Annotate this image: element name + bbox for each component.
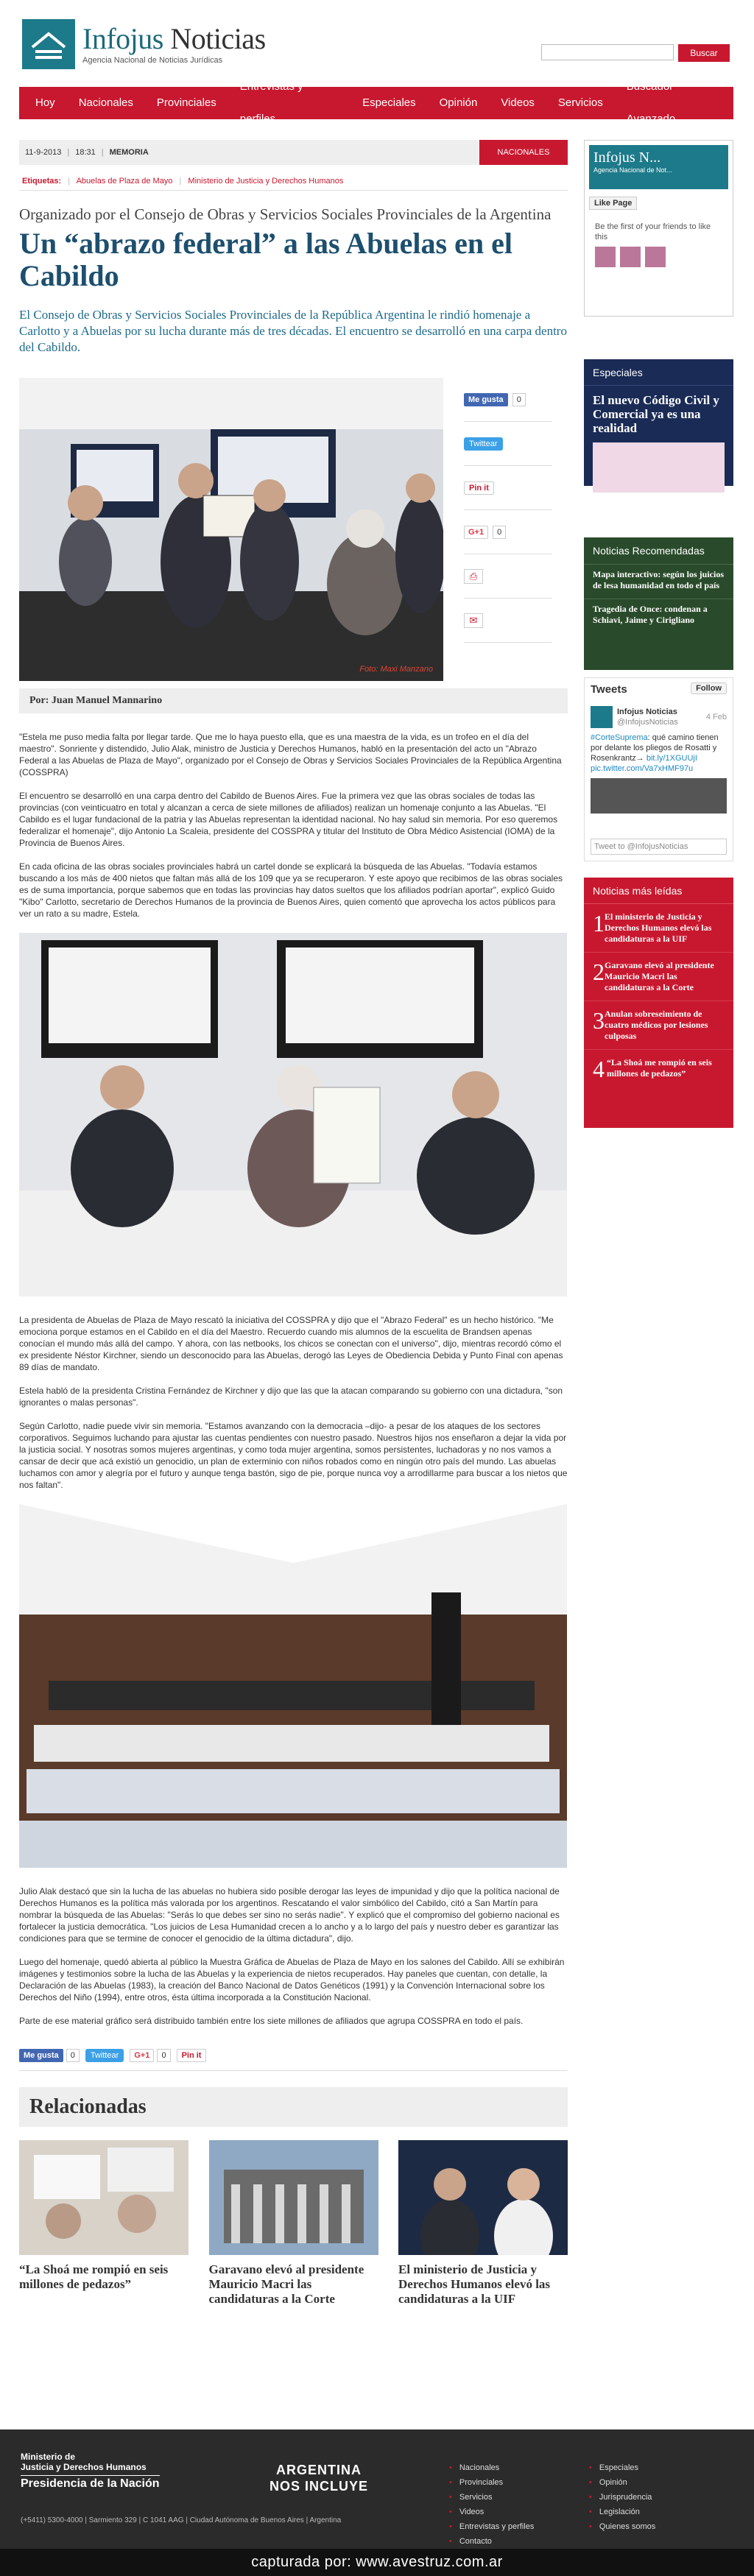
tags-label: Etiquetas:	[22, 177, 62, 186]
site-subtitle: Agencia Nacional de Noticias Jurídicas	[82, 56, 223, 65]
article-lead: El Consejo de Obras y Servicios Sociales Provinciales de la República Argentina le rindió homenaje a Carlotto y a Abuelas por su lucha durante más de tres décadas. El encuentro se desarrolló en una carpa dentro del Cabildo.	[19, 308, 567, 354]
article-byline: Por: Juan Manuel Mannarino	[19, 688, 568, 713]
footer-link[interactable]: • Jurisprudencia	[589, 2490, 655, 2505]
mas-leidas-title: Garavano elevó al presidente Mauricio Macri las candidaturas a la Corte	[605, 960, 714, 992]
search-button[interactable]: Buscar	[678, 44, 730, 62]
related-grid	[19, 2140, 568, 2307]
tweet-date: 4 Feb	[705, 713, 727, 721]
recomendadas-heading: Noticias Recomendadas	[593, 545, 705, 557]
tweet-text: : qué camino tienen por delante los pliegos de Rosatti y Rosenkrantz→	[591, 733, 719, 763]
footer-links-col-a	[449, 2460, 534, 2549]
rank-number: 4	[593, 1056, 605, 1082]
footer-link[interactable]: • Especiales	[589, 2460, 655, 2475]
twitter-user: Infojus Noticias	[617, 707, 677, 716]
google-plus-count: 0	[493, 526, 506, 539]
paragraph: "Estela me puso media falta por llegar tarde. Que me lo haya puesto ella, que es una maestra de la vida, es un trofeo en el día del maestro". Sonriente y distendido, Julio Alak, ministro de Justicia y Derechos Humanos, habló en la presentación del acto un "Abrazo Federal a las Abuelas de Plaza de Mayo", organizado por el Consejo de Obras y Servicios Sociales Provinciales de la República Argentina (COSSPRA)	[19, 732, 562, 777]
tweet	[591, 706, 727, 814]
especiales-box	[584, 359, 733, 486]
google-plus-count-bottom: 0	[157, 2049, 170, 2062]
pinterest-button[interactable]: Pin it	[464, 481, 494, 495]
site-logo[interactable]	[22, 19, 266, 69]
twitter-share-button[interactable]: Twittear	[464, 437, 503, 451]
facebook-text: Be the first of your friends to like this	[595, 222, 711, 241]
facebook-banner[interactable]	[589, 145, 728, 189]
tag-abuelas[interactable]: Abuelas de Plaza de Mayo	[76, 177, 173, 186]
footer-links-col-b	[589, 2460, 655, 2534]
mas-leidas-heading: Noticias más leídas	[584, 878, 733, 904]
article-date: 11-9-2013	[25, 148, 62, 157]
footer-link[interactable]: • Provinciales	[449, 2475, 534, 2490]
recomendadas-box	[584, 537, 733, 670]
mas-leidas-item[interactable]	[584, 953, 733, 1001]
article-column	[19, 140, 568, 2307]
article-body-b	[19, 1314, 568, 1491]
mas-leidas-title: El ministerio de Justicia y Derechos Humanos elevó las candidaturas a la UIF	[605, 911, 712, 944]
google-plus-button[interactable]: G+1	[464, 526, 488, 539]
footer-link[interactable]: • Videos	[449, 2505, 534, 2519]
twitter-avatar	[591, 706, 613, 728]
facebook-page-sub: Agencia Nacional de Not...	[593, 166, 672, 174]
hero-photo	[19, 378, 443, 681]
rank-number: 2	[593, 959, 605, 985]
site-title: Infojus Noticias	[82, 22, 266, 55]
twitter-handle: @InfojusNoticias	[617, 718, 678, 727]
footer-link[interactable]: • Entrevistas y perfiles	[449, 2519, 534, 2534]
article-headline: Un “abrazo federal” a las Abuelas en el Cabildo	[19, 227, 512, 292]
facebook-count: 0	[512, 393, 526, 406]
facebook-faces	[595, 247, 722, 267]
paragraph: Parte de ese material gráfico será distribuido también entre los siete millones de afiliados que agrupa COSSPRA en todo el país.	[19, 2016, 524, 2026]
mas-leidas-title: “La Shoá me rompió en seis millones de pedazos”	[606, 1057, 712, 1079]
email-icon[interactable]: ✉	[464, 613, 483, 628]
footer-argentina-logo: ARGENTINA NOS INCLUYE	[269, 2463, 369, 2494]
related-title: El ministerio de Justicia y Derechos Humanos elevó las candidaturas a la UIF	[398, 2262, 551, 2306]
mas-leidas-title: Anulan sobreseimiento de cuatro médicos por lesiones culposas	[605, 1009, 708, 1041]
related-image	[398, 2140, 568, 2255]
footer-link[interactable]: • Opinión	[589, 2475, 655, 2490]
nav-videos[interactable]: Videos	[501, 96, 535, 109]
related-title: Garavano elevó al presidente Mauricio Macri las candidaturas a la Corte	[208, 2262, 364, 2306]
facebook-like-page-button[interactable]: Like Page	[589, 197, 637, 210]
related-title: “La Shoá me rompió en seis millones de pedazos”	[19, 2262, 169, 2291]
article-photo-press-table	[19, 933, 567, 1296]
share-column	[464, 378, 552, 681]
twitter-widget	[584, 677, 733, 861]
footer-link[interactable]: • Legislación	[589, 2505, 655, 2519]
search-input[interactable]	[541, 44, 674, 60]
recomendada-item[interactable]: Mapa interactivo: según los juicios de lesa humanidad en todo el país	[584, 564, 733, 599]
paragraph: En cada oficina de las obras sociales provinciales habrá un cartel donde se explicará la búsqueda de las Abuelas. "Todavía estamos buscando a los más de 400 nietos que faltan más allá de los 109 que ya se recuperaron. Y este apoyo que recibimos de las obras sociales es de suma importancia, porque sabemos que en todas las provincias hay datos sueltos que los afiliados podrían aportar", explicó Guido "Kibo" Carlotto, secretario de Derechos Humanos de la provincia de Buenos Aires, quien comentó que aprovecha los actos públicos para ver un rato a su madre, Estela.	[19, 861, 563, 919]
nav-buscador-avanzado[interactable]: Buscador Avanzado	[626, 80, 676, 125]
mas-leidas-item[interactable]	[584, 1050, 733, 1088]
tag-ministerio[interactable]: Ministerio de Justicia y Derechos Humanos	[188, 177, 344, 186]
related-card[interactable]	[19, 2140, 188, 2307]
print-icon[interactable]: ⎙	[464, 569, 483, 584]
paragraph: El encuentro se desarrolló en una carpa dentro del Cabildo de Buenos Aires. Fue la primera vez que las obras sociales de todas las provincias (con veinticuatro en total y alcanzan a cerca de siete millones de afiliados) realizan un homenaje conjunto a las Abuelas. "El Cabildo es el lugar fundacional de la patria y las Abuelas representan la identidad nacional. No hay salud sin memoria. Por eso queremos federalizar el homenaje", dijo Antonio La Scaleia, presidente del COSSPRA y titular del Instituto de Obra Médico Asistencial (IOMA) de la Provincia de Buenos Aires.	[19, 791, 558, 848]
related-heading: Relacionadas	[19, 2087, 568, 2127]
article-section: MEMORIA	[109, 148, 149, 157]
related-card[interactable]	[209, 2140, 378, 2307]
article-kicker: Organizado por el Consejo de Obras y Servicios Sociales Provinciales de la Argentina	[19, 205, 552, 223]
article-time: 18:31	[75, 148, 96, 157]
main-nav	[19, 80, 733, 125]
nav-opinion[interactable]: Opinión	[439, 96, 478, 109]
related-card[interactable]	[398, 2140, 568, 2307]
capture-watermark: capturada por: www.avestruz.com.ar	[0, 2549, 754, 2576]
footer-address: (+5411) 5300-4000 | Sarmiento 329 | C 1041 AAG | Ciudad Autónoma de Buenos Aires | Argentina	[21, 2516, 342, 2524]
article-body-a	[19, 731, 568, 920]
facebook-page-title: Infojus N...	[593, 149, 661, 166]
avatar	[645, 247, 666, 267]
photo-credit: Foto: Maxi Manzano	[359, 665, 433, 674]
related-image	[19, 2140, 188, 2255]
footer-link[interactable]: • Contacto	[449, 2534, 534, 2549]
paragraph: Según Carlotto, nadie puede vivir sin memoria. "Estamos avanzando con la democracia –dijo- a pesar de los ataques de los sectores corporativos. Seguimos luchando para ajustar las cuentas pendientes con nuestro pasado. Nuestros hijos nos enseñaron a dejar la vida por la justicia social. Y nosotras somos mujeres argentinas, y como toda mujer argentina, somos persistentes, luchadoras y no nos vamos a cansar de decir que acá existió un genocidio, un plan de exterminio con niños robados como en ningún otro país del mundo. Las abuelas luchamos con amor y alegría por el futuro y aunque tenga bastón, sigo de pie, porque nunca voy a arrodillarme para buscar a los nietos que nos faltan".	[19, 1421, 568, 1490]
related-image	[209, 2140, 378, 2255]
footer-link[interactable]: • Nacionales	[449, 2460, 534, 2475]
paragraph: La presidenta de Abuelas de Plaza de Mayo rescató la iniciativa del COSSPRA y dijo que el "Abrazo Federal" es un hecho histórico. "Me emociona porque estamos en el Cabildo en el día del Maestro. Recuerdo cuando mis alumnos de la escuelita de Brandsen apenas conocían el mundo más allá del campo. Y ahora, con las netbooks, los chicos se conectan con el universo", dijo, mientras recordó cómo el ex presidente Néstor Kirchner, siendo un desconocido para las Abuelas, derogó las Leyes de Obediencia Debida y Punto Final con apenas 89 días de mandato.	[19, 1315, 563, 1372]
mas-leidas-box	[584, 878, 733, 1128]
mas-leidas-item[interactable]	[584, 904, 733, 953]
nav-especiales[interactable]: Especiales	[362, 96, 416, 109]
logo-icon	[22, 19, 75, 69]
especiales-image	[593, 442, 725, 493]
recomendada-item[interactable]: Tragedia de Once: condenan a Schiavi, Jaime y Cirigliano	[584, 599, 733, 633]
paragraph: Julio Alak destacó que sin la lucha de las abuelas no hubiera sido posible derogar las leyes de impunidad y dijo que la política nacional de Derechos Humanos es la política más valorada por los argentinos. Rescatando el valor simbólico del Cabildo, citó a San Martín para nombrar la búsqueda de las Abuelas: "Serás lo que debes ser sino no serás nadie". Y explicó que el compromiso del gobierno nacional es fortalecer la justicia democrática. "Los juicios de Lesa Humanidad crecen a lo ancho y a lo largo del país y nuestro deber es garantizar las condiciones para que se termine de conocer el genocidio de la última dictadura", dijo.	[19, 1886, 560, 1944]
tweet-pic-link[interactable]: pic.twitter.com/Va7xHMF97u	[591, 764, 694, 773]
article-tags: Etiquetas: | Abuelas de Plaza de Mayo | Ministerio de Justicia y Derechos Humanos	[19, 172, 568, 191]
search-form	[541, 44, 730, 62]
especiales-item[interactable]: El nuevo Código Civil y Comercial ya es una realidad	[593, 393, 719, 435]
tweet-hashtag[interactable]: #CorteSuprema	[591, 733, 648, 742]
nav-servicios[interactable]: Servicios	[557, 96, 603, 109]
rank-number: 3	[593, 1007, 605, 1034]
nav-hoy[interactable]: Hoy	[35, 96, 55, 109]
facebook-count-bottom: 0	[66, 2049, 80, 2062]
bottom-share-bar	[19, 2046, 568, 2071]
facebook-widget	[584, 140, 733, 317]
paragraph: Luego del homenaje, quedó abierta al público la Muestra Gráfica de Abuelas de Plaza de Mayo en los salones del Cabildo. Allí se exhibirán imágenes y testimonios sobre la lucha de las Abuelas y la experiencia de nietos recuperados. Hay paneles que cuentan, con detalle, la Declaración de las Abuelas (1983), la creación del Banco Nacional de Datos Genéticos (1991) y la Convención Internacional sobre los Derechos del Niño (1994), entre otros, ésta última incorporada a la Constitución Nacional.	[19, 1957, 565, 2002]
avatar	[620, 247, 641, 267]
pinterest-button-bottom[interactable]: Pin it	[177, 2049, 207, 2062]
nav-entrevistas[interactable]: Entrevistas y perfiles	[239, 80, 303, 125]
especiales-heading: Especiales	[584, 359, 733, 386]
footer-link[interactable]: • Servicios	[449, 2490, 534, 2505]
footer-ministry-logo: Ministerio de Justicia y Derechos Humanos Presidencia de la Nación	[21, 2452, 160, 2490]
google-plus-button-bottom[interactable]: G+1	[130, 2049, 154, 2062]
tweets-heading: Tweets	[591, 682, 627, 696]
tweet-link[interactable]: bit.ly/1XGUUjI	[646, 754, 697, 763]
rank-number: 1	[593, 910, 605, 936]
article-dateline: 11-9-2013 | 18:31 | MEMORIA NACIONALES	[19, 140, 568, 165]
article-photo-audience	[19, 1504, 567, 1868]
facebook-like-button[interactable]: Me gusta	[464, 393, 508, 406]
footer-link[interactable]: • Quienes somos	[589, 2519, 655, 2534]
article-body-c	[19, 1885, 568, 2027]
nav-provinciales[interactable]: Provinciales	[156, 96, 216, 109]
tweet-image	[591, 778, 727, 814]
avatar	[595, 247, 616, 267]
nav-nacionales[interactable]: Nacionales	[78, 96, 133, 109]
twitter-share-button-bottom[interactable]: Twittear	[85, 2049, 124, 2062]
facebook-like-button-bottom[interactable]: Me gusta	[19, 2049, 63, 2062]
section-badge[interactable]: NACIONALES	[479, 140, 568, 165]
twitter-follow-button[interactable]: Follow	[691, 682, 727, 694]
mas-leidas-item[interactable]	[584, 1001, 733, 1050]
tweet-compose[interactable]: Tweet to @InfojusNoticias	[591, 839, 727, 855]
paragraph: Estela habló de la presidenta Cristina Fernández de Kirchner y dijo que las que la atacan comparando su gobierno con una dictadura, "son ignorantes o malas personas".	[19, 1386, 563, 1408]
